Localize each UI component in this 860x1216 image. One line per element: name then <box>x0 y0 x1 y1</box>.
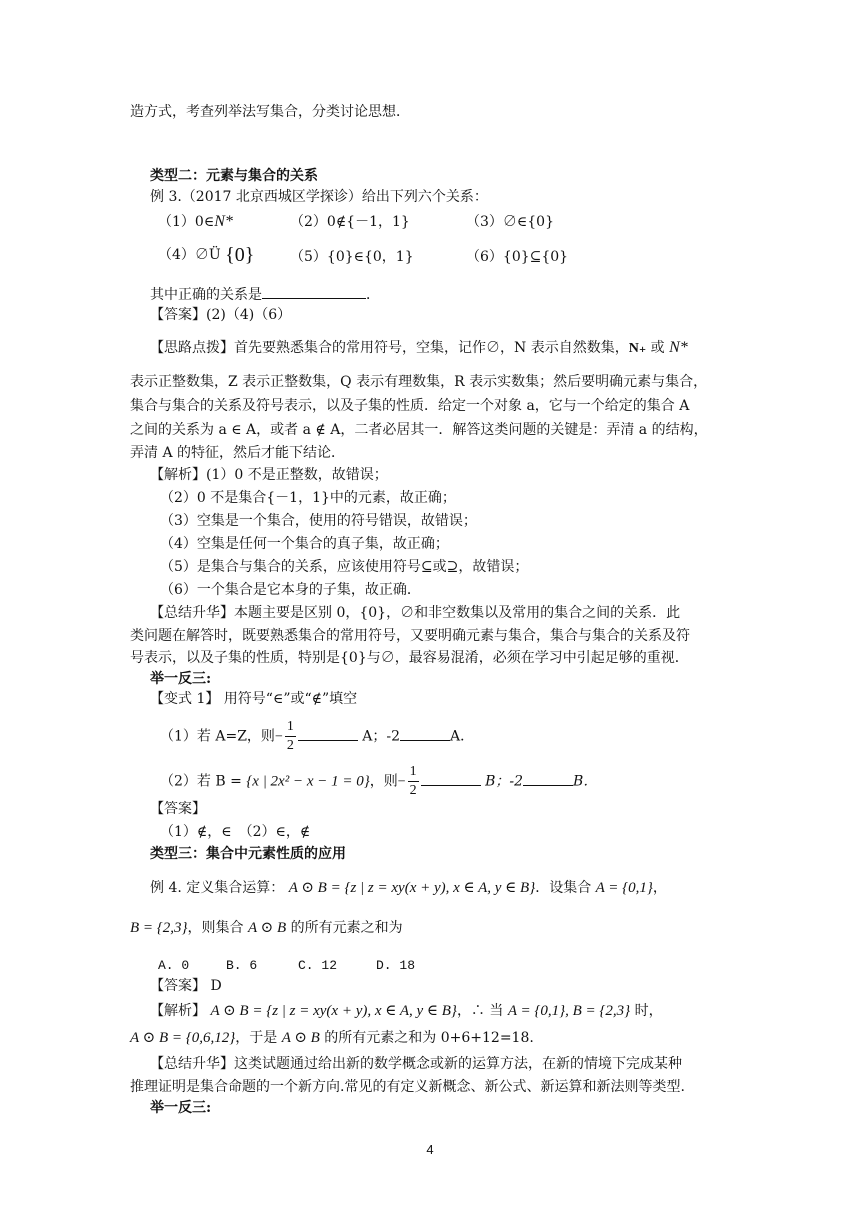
fill-question-2: （2）若 B = {x | 2x² − x − 1 = 0}，则− $\frac{1}{2}$ B；-2 B． <box>160 764 598 798</box>
answer-variant-1-label: 【答案】 <box>150 801 206 817</box>
analysis-line: （4）空集是任何一个集合的真子集，故正确； <box>160 536 449 552</box>
page-number: 4 <box>426 1142 434 1157</box>
answer-3: 【答案】(2)（4)（6） <box>150 307 292 323</box>
relation-3: （3）∅∈{0} <box>466 214 554 230</box>
option-a: A. 0 <box>158 958 190 973</box>
hint-line-2: 表示正整数集，Z 表示正整数集，Q 表示有理数集，R 表示实数集；然后要明确元素与集合， <box>130 374 708 390</box>
practice-heading: 举一反三: <box>150 1100 212 1116</box>
answer-variant-1: （1）∉，∈ （2）∈，∉ <box>160 824 311 840</box>
hint-line-3: 集合与集合的关系及符号表示，以及子集的性质．给定一个对象 a，它与一个给定的集合 A <box>130 398 690 414</box>
section-title-type2: 类型二：元素与集合的关系 <box>150 168 318 184</box>
hint-line-5: 弄清 A 的特征，然后才能下结论． <box>130 445 346 461</box>
continuation-line: 造方式，考查列举法写集合，分类讨论思想． <box>130 104 410 120</box>
analysis-line: （3）空集是一个集合，使用的符号错误，故错误； <box>160 513 477 529</box>
analysis-line: （6）一个集合是它本身的子集，故正确． <box>160 582 421 598</box>
solution-4-line-1: 【解析】 A ⊙ B = {z | z = xy(x + y), x ∈ A, y ∈ B}，∴ 当 A = {0,1}, B = {2,3} 时， <box>150 1003 663 1019</box>
answer-4: 【答案】 D <box>150 978 222 994</box>
fill-question-1: （1）若 A=Z，则− $\frac{1}{2}$ A；-2 A． <box>160 719 475 753</box>
question-which-correct: 其中正确的关系是 ． <box>150 284 380 305</box>
summary-line: 类问题在解答时，既要熟悉集合的常用符号，又要明确元素与集合，集合与集合的关系及符 <box>130 628 690 644</box>
hint-line-4: 之间的关系为 a ∈ A，或者 a ∉ A，二者必居其一．解答这类问题的关键是：弄清 a 的结构， <box>130 422 708 438</box>
hint-line-1: 【思路点拨】首先要熟悉集合的常用符号，空集，记作∅，N 表示自然数集，N₊ 或 N* <box>150 339 688 356</box>
relation-4: （4）∅Ü {0} <box>158 244 255 266</box>
variant-1-title: 【变式 1】 用符号“∈”或“∉”填空 <box>150 691 358 707</box>
summary-line: 【总结升华】这类试题通过给出新的数学概念或新的运算方法，在新的情境下完成某种 <box>150 1056 682 1072</box>
option-c: C. 12 <box>298 958 338 973</box>
practice-heading: 举一反三: <box>150 671 212 687</box>
section-title-type3: 类型三：集合中元素性质的应用 <box>150 846 346 862</box>
analysis-line: （2）0 不是集合{－1，1}中的元素，故正确； <box>160 490 456 506</box>
solution-4-line-2: A ⊙ B = {0,6,12}，于是 A ⊙ B 的所有元素之和为 0+6+12=18. <box>130 1030 534 1046</box>
summary-line: 推理证明是集合命题的一个新方向.常见的有定义新概念、新公式、新运算和新法则等类型. <box>130 1079 685 1095</box>
relation-1: （1）0∈N* <box>158 213 233 230</box>
option-b: B. 6 <box>226 958 258 973</box>
example-4-line-2: B = {2,3}，则集合 A ⊙ B 的所有元素之和为 <box>130 920 403 936</box>
option-d: D. 18 <box>376 958 416 973</box>
analysis-line: 【解析】(1）0 不是正整数，故错误； <box>150 467 388 483</box>
summary-line: 号表示，以及子集的性质，特别是{0}与∅，最容易混淆，必须在学习中引起足够的重视． <box>130 650 689 666</box>
example-4-line-1: 例 4. 定义集合运算： A ⊙ B = {z | z = xy(x + y), x ∈ A, y ∈ B}．设集合 A = {0,1}， <box>150 880 667 896</box>
relation-2: （2）0∉{－1，1} <box>290 214 410 230</box>
summary-line: 【总结升华】本题主要是区别 0，{0}，∅和非空数集以及常用的集合之间的关系．此 <box>150 605 681 621</box>
analysis-line: （5）是集合与集合的关系，应该使用符号⊆或⊇，故错误； <box>160 559 529 575</box>
example-3-intro: 例 3.（2017 北京西城区学探诊）给出下列六个关系： <box>150 189 488 205</box>
relation-6: （6）{0}⊆{0} <box>466 249 569 265</box>
relation-5: （5）{0}∈{0，1} <box>290 249 414 265</box>
